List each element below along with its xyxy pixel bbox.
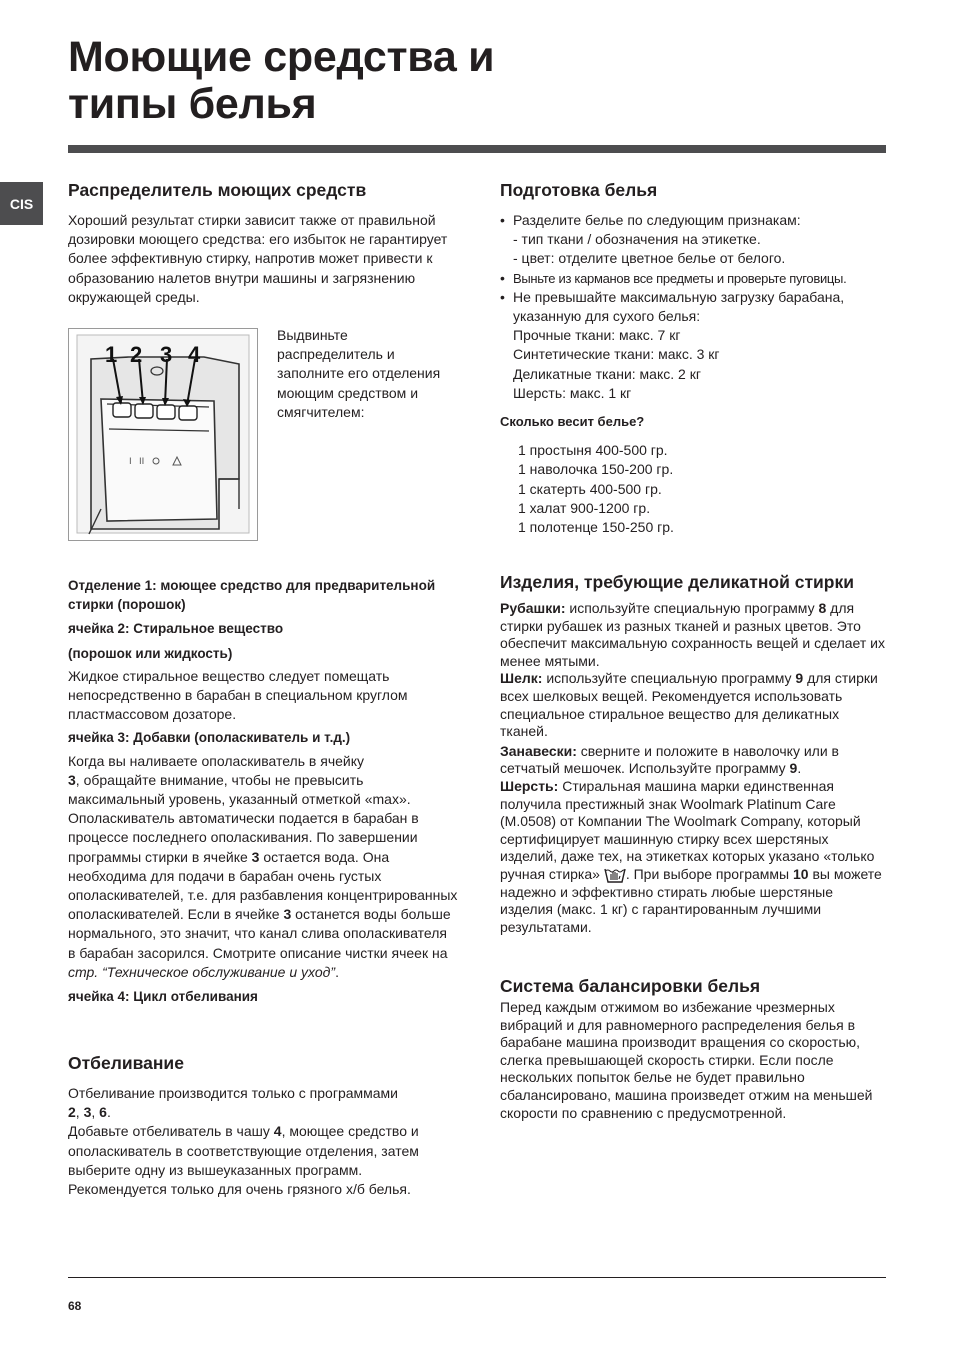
preparation-section (500, 180, 888, 537)
dispenser-drawer-icon (69, 329, 257, 540)
dispenser-heading: Распределитель моющих средств (68, 180, 367, 200)
title-rule (68, 145, 886, 153)
svg-text:I: I (129, 457, 132, 467)
svg-text:II: II (139, 457, 145, 467)
delicate-heading: Изделия, требующие деликатной стирки (500, 572, 854, 592)
bleach-heading: Отбеливание (68, 1053, 184, 1073)
shirts-text: Рубашки: используйте специальную программу 8 для стирки рубашек из разных тканей и разных цветов. Это обеспечит максимальную сохранность вещей и сделает их менее мятыми. (500, 600, 885, 669)
compartment-label-2: 2 (130, 342, 143, 367)
balance-text: Перед каждым отжимом во избежание чрезмерных вибраций и для равномерного распределения белья в барабане машина производит вращения со скоростью, слегка превышающей скорость стирки. Если после нескольких попыток белье не будет правильно сбалансировано, машина произведет отжим на меньшей скорости по сравнению с предусмотренной. (500, 999, 873, 1121)
bleach-section (68, 1053, 458, 1199)
compartment-label-3: 3 (160, 342, 173, 367)
weight-heading: Сколько весит белье? (500, 414, 645, 430)
preparation-heading: Подготовка белья (500, 180, 658, 200)
list-item: 1 скатерть 400-500 гр. (518, 480, 662, 497)
bleach-instructions: Добавьте отбеливатель в чашу 4, моющее средство и ополаскиватель в соответствующие отделения, затем выберите одну из вышеуказанных программ. Рекомендуется только для очень грязного х/б белья. (68, 1123, 419, 1198)
handwash-icon (604, 866, 626, 883)
compartment-1-label: Отделение 1: моющее средство для предварительной стирки (порошок) (68, 578, 436, 613)
page-number: 68 (68, 1299, 82, 1313)
illustration-caption: Выдвиньте распределитель и заполните его отделения моющим средством и смягчителем: (277, 327, 441, 420)
compartment-3-text: Когда вы наливаете ополаскиватель в ячейку 3, обращайте внимание, чтобы не превысить максимальный уровень, указанный отметкой «max». Ополаскиватель автоматически подается в барабан в процессе последнего ополаскивания. По завершении программы стирки в ячейке 3 остается вода. Она необходима для подачи в барабан очень густых ополаскивателей, т.е. для разбавления концентрированных ополаскивателей. Если в ячейке 3 останется воды больше нормального, это значит, что канал слива ополаскивателя в барабан засорился. Смотрите описание чистки ячеек на стр. “Техническое обслуживание и уход”. (68, 752, 458, 980)
compartment-label-4: 4 (188, 342, 201, 367)
delicate-section (500, 572, 888, 936)
compartment-2-sublabel: (порошок или жидкость) (68, 645, 233, 661)
wool-text: Шерсть: Стиральная машина марки единственная получила престижный знак Woolmark Platinum Care (M.0508) от Компании The Woolmark Company, который сертифицирует машинную стирку всех шерстяных изделий, даже тех, на этикетках которых указано «только ручная стирка» . При выборе программы 10 вы можете надежно и эффективно стирать любые шерстяные изделия (макс. 1 кг) с гарантированным лучшими результатами. (500, 777, 882, 935)
list-item: 1 халат 900-1200 гр. (518, 499, 651, 516)
list-item: • Выньте из карманов все предметы и проверьте пуговицы. (500, 269, 888, 288)
bleach-programs-text: Отбеливание производится только с программами 2, 3, 6. (68, 1085, 398, 1121)
compartment-3-label: ячейка 3: Добавки (ополаскиватель и т.д.) (68, 730, 351, 746)
compartment-2-text: Жидкое стиральное вещество следует помещать непосредственно в барабан в специальном круглом пластмассовом дозаторе. (68, 667, 408, 723)
balance-heading: Система балансировки белья (500, 976, 761, 996)
list-item: 1 наволочка 150-200 гр. (518, 461, 674, 478)
compartment-4-label: ячейка 4: Цикл отбеливания (68, 989, 258, 1005)
preparation-list (500, 211, 888, 403)
page-title: Моющие средства и типы белья (68, 33, 495, 128)
dispenser-section (68, 180, 458, 307)
balance-section (500, 976, 888, 1122)
list-item: • Разделите белье по следующим признакам: - тип ткани / обозначения на этикетке. - цвет: отделите цветное белье от белого. (500, 211, 888, 269)
dispenser-illustration (68, 328, 258, 541)
dispenser-intro: Хороший результат стирки зависит также от правильной дозировки моющего средства: его избыток не гарантирует более эффективную стирку, напротив может привести к образованию налетов внутри машины и загрязнению окружающей среды. (68, 212, 448, 305)
list-item: • Не превышайте максимальную загрузку барабана, указанную для сухого белья: Прочные ткани: макс. 7 кг Синтетические ткани: макс. 3 кг Деликатные ткани: макс. 2 кг Шерсть: макс. 1 кг (500, 288, 888, 403)
list-item: 1 простыня 400-500 гр. (518, 442, 668, 459)
footer-rule (68, 1277, 886, 1278)
language-tab: CIS (0, 182, 43, 225)
list-item: 1 полотенце 150-250 гр. (518, 519, 674, 536)
silk-text: Шелк: используйте специальную программу 9 для стирки всех шелковых вещей. Рекомендуется использовать специальное стиральное вещество для деликатных тканей. (500, 670, 878, 740)
compartment-label-1: 1 (105, 342, 118, 367)
compartments-section (68, 576, 458, 1006)
curtains-text: Занавески: сверните и положите в наволочку или в сетчатый мешочек. Используйте программу 9. (500, 742, 839, 777)
compartment-2-label: ячейка 2: Стиральное вещество (68, 621, 284, 637)
weight-list (500, 441, 888, 537)
